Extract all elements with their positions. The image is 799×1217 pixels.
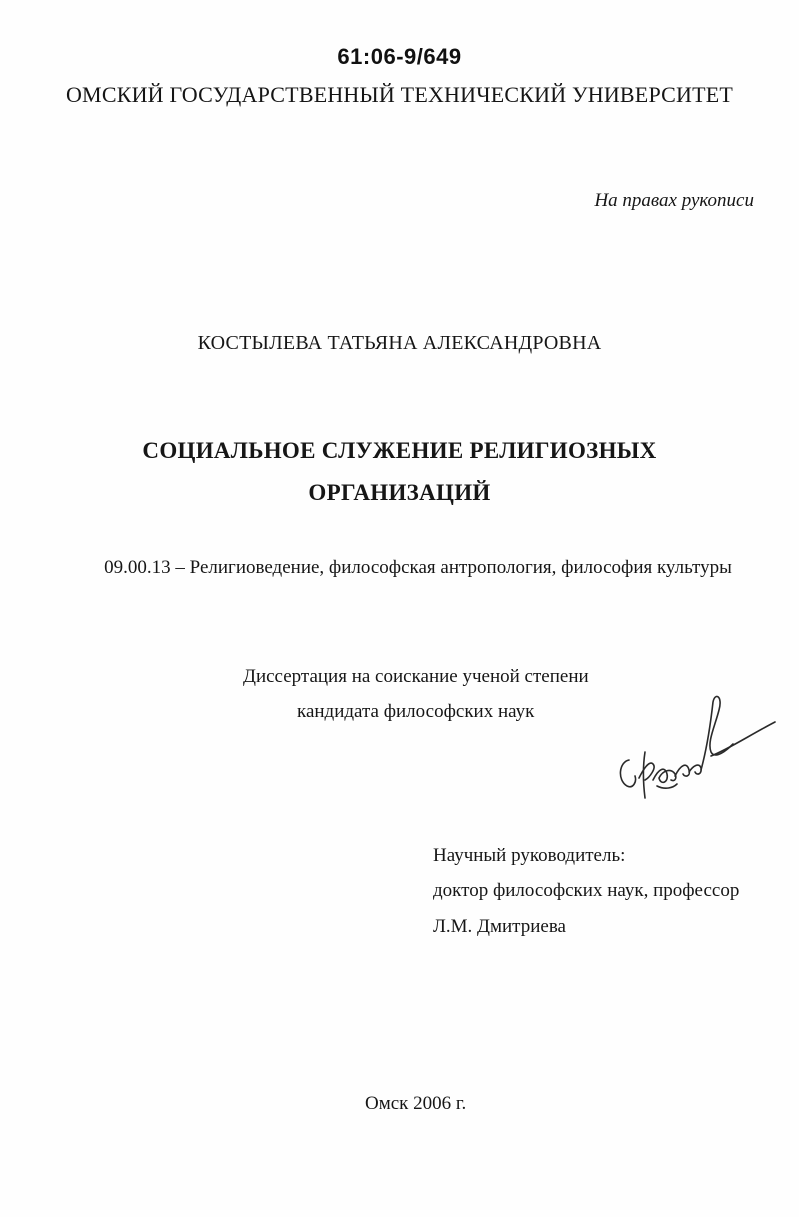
library-code-stamp: 61:06-9/649 bbox=[337, 44, 462, 69]
dissertation-title-line-2: ОРГАНИЗАЦИЙ bbox=[308, 480, 491, 505]
city-year: Омск 2006 г. bbox=[365, 1093, 467, 1114]
advisor-title: доктор философских наук, профессор bbox=[433, 880, 740, 901]
author-name: КОСТЫЛЕВА ТАТЬЯНА АЛЕКСАНДРОВНА bbox=[197, 332, 602, 354]
degree-line-2: кандидата философских наук bbox=[297, 701, 535, 722]
degree-line-1: Диссертация на соискание ученой степени bbox=[243, 666, 589, 687]
university-name: ОМСКИЙ ГОСУДАРСТВЕННЫЙ ТЕХНИЧЕСКИЙ УНИВЕРСИТЕТ bbox=[65, 82, 734, 107]
rights-note: На правах рукописи bbox=[594, 190, 754, 211]
specialty-code: 09.00.13 – Религиоведение, философская антропология, философия культуры bbox=[104, 557, 732, 578]
dissertation-title-line-1: СОЦИАЛЬНОЕ СЛУЖЕНИЕ РЕЛИГИОЗНЫХ bbox=[142, 438, 657, 463]
handwritten-signature-icon bbox=[615, 690, 780, 805]
advisor-name: Л.М. Дмитриева bbox=[433, 916, 566, 937]
advisor-label: Научный руководитель: bbox=[433, 845, 626, 866]
